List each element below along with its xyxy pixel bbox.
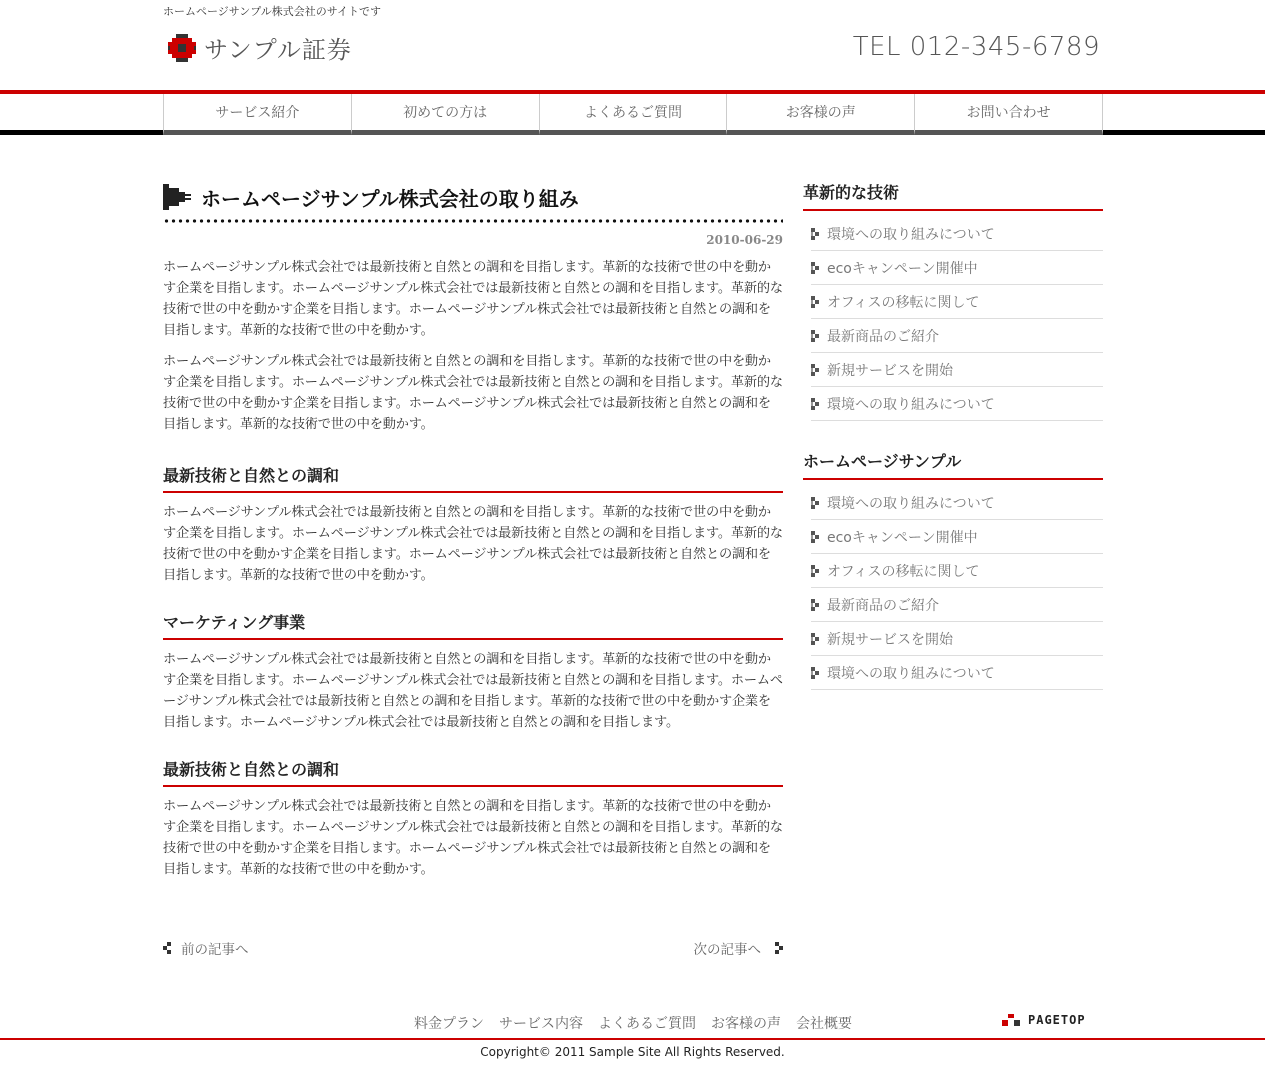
nav-item-services[interactable]: サービス紹介: [163, 94, 351, 135]
sidebar-item-label: 環境への取り組みについて: [827, 665, 995, 682]
sidebar-list: [811, 486, 1103, 690]
footer-link-faq[interactable]: よくあるご質問: [598, 1016, 696, 1032]
sidebar-block: [803, 180, 1103, 421]
nav-item-testimonials[interactable]: お客様の声: [726, 94, 914, 135]
sidebar-item[interactable]: [811, 387, 1103, 421]
footer-link-company[interactable]: 会社概要: [796, 1016, 852, 1032]
sidebar-item[interactable]: [811, 656, 1103, 690]
pagetop-link[interactable]: [1002, 1013, 1086, 1027]
section-paragraph: ホームページサンプル株式会社では最新技術と自然との調和を目指します。革新的な技術で世の中を動かす企業を目指します。ホームページサンプル株式会社では最新技術と自然との調和を目指します。ホームページサンプル株式会社では最新技術と自然との調和を目指します。革新的な技術で世の中を動かす企業を目指します。ホームページサンプル株式会社では最新技術と自然との調和を目指します。: [163, 652, 783, 730]
sidebar-item[interactable]: [811, 251, 1103, 285]
pixel-arrow-icon: [811, 296, 821, 308]
pixel-arrow-icon: [811, 565, 821, 577]
sidebar-list: [811, 217, 1103, 421]
pixel-arrow-icon: [811, 599, 821, 611]
sidebar-item-label: オフィスの移転に関して: [827, 294, 980, 311]
sidebar-item-label: オフィスの移転に関して: [827, 563, 980, 580]
global-nav: [163, 94, 1103, 135]
logo-name: サンプル証券: [204, 36, 352, 64]
prev-post-link[interactable]: [163, 938, 249, 958]
sidebar-item-label: 環境への取り組みについて: [827, 226, 995, 243]
header-tel: TEL 012-345-6789: [852, 32, 1100, 62]
sidebar-title: 革新的な技術: [803, 180, 1103, 211]
pixel-arrow-icon: [811, 262, 821, 274]
pixel-arrow-icon: [811, 531, 821, 543]
sidebar-item-label: 新規サービスを開始: [827, 362, 953, 379]
sidebar-item-label: ecoキャンペーン開催中: [827, 260, 978, 277]
pixel-arrow-icon: [811, 667, 821, 679]
main-content: [163, 183, 783, 880]
section-heading: マーケティング事業: [163, 610, 783, 640]
sidebar-item-label: 新規サービスを開始: [827, 631, 953, 648]
copyright: Copyright© 2011 Sample Site All Rights Reserved.: [480, 1045, 785, 1059]
pixel-arrow-icon: [811, 398, 821, 410]
sidebar-block: [803, 449, 1103, 690]
section-heading: 最新技術と自然との調和: [163, 757, 783, 787]
sidebar-item-label: ecoキャンペーン開催中: [827, 529, 978, 546]
footer-rule: [0, 1038, 1265, 1040]
pixel-arrow-icon: [811, 364, 821, 376]
footer-link-pricing[interactable]: 料金プラン: [414, 1016, 484, 1032]
post-title-row: [163, 183, 783, 211]
sidebar-item-label: 環境への取り組みについて: [827, 396, 995, 413]
footer-link-testimonials[interactable]: お客様の声: [711, 1016, 781, 1032]
logo-flower-icon: [166, 32, 198, 64]
pagetop-label: PAGETOP: [1028, 1013, 1086, 1027]
nav-item-contact[interactable]: お問い合わせ: [914, 94, 1103, 135]
sidebar-item[interactable]: [811, 217, 1103, 251]
sidebar-item-label: 最新商品のご紹介: [827, 328, 939, 345]
intro-paragraph: ホームページサンプル株式会社では最新技術と自然との調和を目指します。革新的な技術で世の中を動かす企業を目指します。ホームページサンプル株式会社では最新技術と自然との調和を目指します。革新的な技術で世の中を動かす企業を目指します。ホームページサンプル株式会社では最新技術と自然との調和を目指します。革新的な技術で世の中を動かす。: [163, 260, 783, 338]
sidebar-item[interactable]: [811, 319, 1103, 353]
sidebar-item[interactable]: [811, 554, 1103, 588]
next-post-link[interactable]: [694, 938, 784, 958]
sidebar-item[interactable]: [811, 622, 1103, 656]
sidebar-item-label: 最新商品のご紹介: [827, 597, 939, 614]
pixel-arrow-icon: [811, 228, 821, 240]
nav-item-first-time[interactable]: 初めての方は: [351, 94, 539, 135]
footer-link-services[interactable]: サービス内容: [499, 1016, 583, 1032]
section-heading: 最新技術と自然との調和: [163, 463, 783, 493]
post-date: 2010-06-29: [706, 233, 783, 247]
arrow-right-icon: [771, 942, 783, 954]
intro-paragraph: ホームページサンプル株式会社では最新技術と自然との調和を目指します。革新的な技術で世の中を動かす企業を目指します。ホームページサンプル株式会社では最新技術と自然との調和を目指します。革新的な技術で世の中を動かす企業を目指します。ホームページサンプル株式会社では最新技術と自然との調和を目指します。革新的な技術で世の中を動かす。: [163, 354, 783, 432]
prev-post-label: 前の記事へ: [181, 942, 249, 958]
section-paragraph: ホームページサンプル株式会社では最新技術と自然との調和を目指します。革新的な技術で世の中を動かす企業を目指します。ホームページサンプル株式会社では最新技術と自然との調和を目指します。革新的な技術で世の中を動かす企業を目指します。ホームページサンプル株式会社では最新技術と自然との調和を目指します。革新的な技術で世の中を動かす。: [163, 799, 783, 877]
pixel-arrow-icon: [811, 330, 821, 342]
pixel-up-icon: [1002, 1014, 1020, 1026]
nav-item-faq[interactable]: よくあるご質問: [539, 94, 727, 135]
footer-nav: [414, 1013, 852, 1033]
sidebar-item-label: 環境への取り組みについて: [827, 495, 995, 512]
pixel-arrow-icon: [811, 497, 821, 509]
sidebar: [803, 180, 1103, 690]
post-title: ホームページサンプル株式会社の取り組み: [201, 186, 579, 211]
post-pager: [163, 938, 783, 958]
sidebar-item[interactable]: [811, 353, 1103, 387]
sidebar-item[interactable]: [811, 588, 1103, 622]
site-logo[interactable]: [166, 30, 352, 65]
site-tagline: ホームページサンプル株式会社のサイトです: [163, 5, 382, 18]
sidebar-item[interactable]: [811, 285, 1103, 319]
sidebar-item[interactable]: [811, 486, 1103, 520]
pixel-arrow-icon: [811, 633, 821, 645]
title-dotted-divider: [163, 219, 783, 223]
sidebar-item[interactable]: [811, 520, 1103, 554]
section-paragraph: ホームページサンプル株式会社では最新技術と自然との調和を目指します。革新的な技術で世の中を動かす企業を目指します。ホームページサンプル株式会社では最新技術と自然との調和を目指します。革新的な技術で世の中を動かす企業を目指します。ホームページサンプル株式会社では最新技術と自然との調和を目指します。革新的な技術で世の中を動かす。: [163, 505, 783, 583]
next-post-label: 次の記事へ: [693, 942, 761, 958]
arrow-left-icon: [163, 942, 175, 954]
plug-icon: [163, 184, 193, 210]
sidebar-title: ホームページサンプル: [803, 449, 1103, 480]
